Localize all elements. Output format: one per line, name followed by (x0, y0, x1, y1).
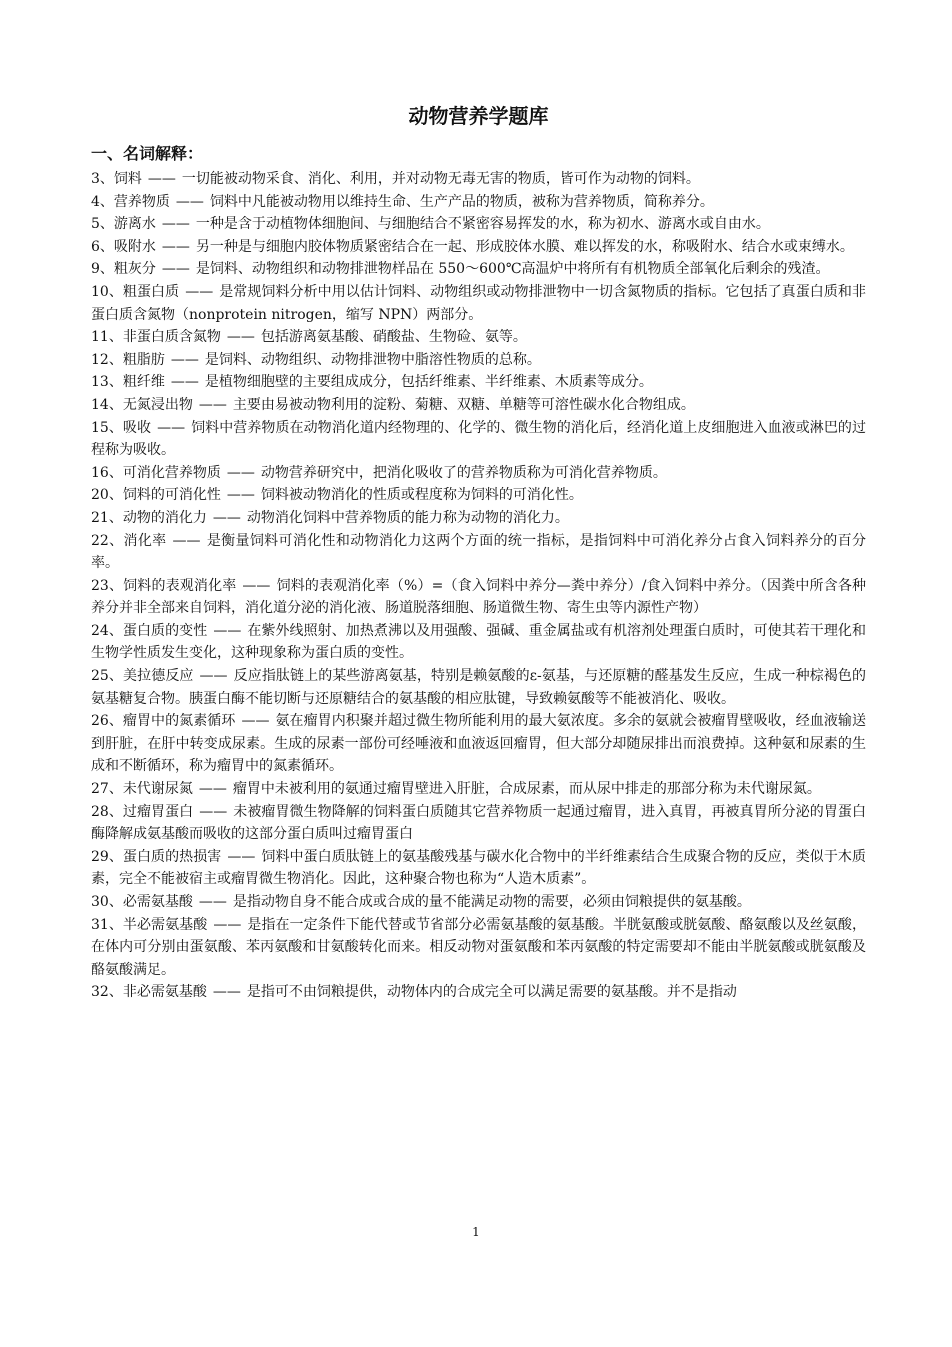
definition-term: 31、半必需氨基酸 (91, 916, 208, 933)
definition-text: 是植物细胞壁的主要组成成分，包括纤维素、半纤维素、木质素等成分。 (204, 374, 653, 391)
definition-entry (91, 801, 866, 846)
definition-text: 饲料中营养物质在动物消化道内经物理的、化学的、微生物的消化后，经消化道上皮细胞进入血液或淋巴的过程称为吸收。 (91, 419, 866, 459)
definition-dash: —— (212, 984, 241, 1001)
definition-text: 是饲料、动物组织、动物排泄物中脂溶性物质的总称。 (204, 351, 541, 368)
definition-dash: —— (213, 622, 242, 639)
definition-text: 是饲料、动物组织和动物排泄物样品在 550～600℃高温炉中将所有有机物质全部氧化后剩余的残渣。 (195, 261, 830, 278)
definition-entry (91, 417, 866, 462)
definition-entry (91, 394, 866, 417)
definition-term: 4、营养物质 (91, 193, 170, 210)
definition-text: 是指可不由饲粮提供，动物体内的合成完全可以满足需要的氨基酸。并不是指动 (246, 984, 737, 1001)
definition-text: 未被瘤胃微生物降解的饲料蛋白质随其它营养物质一起通过瘤胃，进入真胃，再被真胃所分泌的胃蛋白酶降解成氨基酸而吸收的这部分蛋白质叫过瘤胃蛋白 (91, 803, 866, 843)
definition-text: 动物营养研究中，把消化吸收了的营养物质称为可消化营养物质。 (260, 464, 667, 481)
definition-term: 13、粗纤维 (91, 374, 165, 391)
definition-dash: —— (226, 464, 255, 481)
definition-text: 是指在一定条件下能代替或节省部分必需氨基酸的氨基酸。半胱氨酸或胱氨酸、酪氨酸以及丝氨酸，在体内可分别由蛋氨酸、苯丙氨酸和甘氨酸转化而来。相反动物对蛋氨酸和苯丙氨酸的特定需要却不能由半胱氨酸或胱氨酸及酪氨酸满足。 (91, 916, 866, 978)
definition-entry (91, 191, 866, 214)
definition-dash: —— (161, 238, 190, 255)
definition-dash: —— (170, 351, 199, 368)
definition-entry (91, 530, 866, 575)
definition-term: 16、可消化营养物质 (91, 464, 221, 481)
definition-text: 是指动物自身不能合成或合成的量不能满足动物的需要，必须由饲粮提供的氨基酸。 (232, 894, 751, 910)
definition-text: 反应指肽链上的某些游离氨基，特别是赖氨酸的ε-氨基，与还原糖的醛基发生反应，生成一种棕褐色的氨基糖复合物。胰蛋白酶不能切断与还原糖结合的氨基酸的相应肽键，导致赖氨酸等不能被消化、吸收。 (91, 668, 866, 707)
definition-text: 一种是含于动植物体细胞间、与细胞结合不紧密容易挥发的水，称为初水、游离水或自由水。 (195, 216, 770, 233)
definition-entry (91, 665, 866, 710)
definition-text: 另一种是与细胞内胶体物质紧密结合在一起、形成胶体水膜、难以挥发的水，称吸附水、结合水或束缚水。 (195, 238, 854, 255)
definition-text: 在紫外线照射、加热煮沸以及用强酸、强碱、重金属盐或有机溶剂处理蛋白质时，可使其若干理化和生物学性质发生变化，这种现象称为蛋白质的变性。 (91, 622, 866, 662)
definition-dash: —— (199, 803, 228, 820)
definition-dash: —— (198, 396, 227, 413)
definition-term: 25、美拉德反应 (91, 668, 194, 685)
page-title: 动物营养学题库 (408, 104, 549, 128)
definition-dash: —— (199, 668, 228, 685)
definition-entry (91, 575, 866, 620)
definition-dash: —— (157, 419, 186, 436)
definition-term: 10、粗蛋白质 (91, 283, 180, 300)
definition-text: 主要由易被动物利用的淀粉、菊糖、双糖、单糖等可溶性碳水化合物组成。 (232, 396, 695, 413)
definition-term: 23、饲料的表观消化率 (91, 577, 237, 594)
definition-text: 是常规饲料分析中用以估计饲料、动物组织或动物排泄物中一切含氮物质的指标。它包括了真蛋白质和非蛋白质含氮物（nonprotein nitrogen，缩写 NPN）两部分。 (91, 283, 866, 323)
definition-text: 动物消化饲料中营养物质的能力称为动物的消化力。 (246, 509, 569, 526)
definition-text: 饲料中凡能被动物用以维持生命、生产产品的物质，被称为营养物质，简称养分。 (209, 193, 714, 210)
page-number: 1 (472, 1225, 480, 1239)
definition-dash: —— (226, 487, 255, 504)
definition-dash: —— (198, 894, 227, 910)
definition-entry (91, 462, 866, 485)
definition-term: 20、饲料的可消化性 (91, 487, 221, 504)
definition-entry (91, 213, 866, 236)
definition-dash: —— (198, 781, 227, 798)
definition-term: 3、饲料 (91, 171, 142, 187)
document-page (91, 102, 866, 1004)
definition-text: 瘤胃中未被利用的氨通过瘤胃壁进入肝脏，合成尿素，而从尿中排走的那部分称为未代谢尿氮。 (232, 781, 821, 798)
definition-entry (91, 914, 866, 982)
definition-dash: —— (212, 509, 241, 526)
definition-term: 6、吸附水 (91, 238, 156, 255)
section-heading: 一、名词解释： (91, 144, 204, 163)
definition-dash: —— (226, 329, 255, 346)
definition-entry (91, 349, 866, 372)
definition-entry (91, 981, 866, 1004)
definition-entry (91, 620, 866, 665)
definition-term: 30、必需氨基酸 (91, 894, 193, 910)
definition-entry (91, 371, 866, 394)
definition-term: 5、游离水 (91, 216, 156, 233)
definition-dash: —— (161, 261, 190, 278)
definition-dash: —— (241, 713, 270, 730)
definition-term: 11、非蛋白质含氮物 (91, 329, 221, 346)
definition-entry (91, 168, 866, 191)
definition-text: 饲料的表观消化率（%）=（食入饲料中养分—粪中养分）/食入饲料中养分。（因粪中所含各种养分并非全部来自饲料，消化道分泌的消化液、肠道脱落细胞、肠道微生物、寄生虫等内源性产物） (91, 577, 866, 617)
definition-term: 12、粗脂肪 (91, 351, 165, 368)
definition-term: 26、瘤胃中的氮素循环 (91, 713, 236, 730)
definition-term: 15、吸收 (91, 419, 152, 436)
definition-text: 是衡量饲料可消化性和动物消化力这两个方面的统一指标，是指饲料中可消化养分占食入饲料养分的百分率。 (91, 532, 866, 572)
definition-dash: —— (227, 848, 256, 865)
definition-text: 氨在瘤胃内积聚并超过微生物所能利用的最大氨浓度。多余的氨就会被瘤胃壁吸收，经血液输送到肝脏，在肝中转变成尿素。生成的尿素一部份可经唾液和血液返回瘤胃，但大部分却随尿排出而浪费掉。这种氨和尿素的生成和不断循环，称为瘤胃中的氮素循环。 (91, 713, 866, 775)
definition-dash: —— (161, 216, 190, 233)
definition-dash: —— (147, 171, 176, 187)
definition-term: 9、粗灰分 (91, 261, 156, 278)
definition-entry (91, 258, 866, 281)
definition-dash: —— (170, 374, 199, 391)
definition-entry (91, 891, 866, 914)
definition-entry (91, 778, 866, 801)
definition-entry (91, 484, 866, 507)
definition-dash: —— (175, 193, 204, 210)
definition-entry (91, 326, 866, 349)
definition-term: 24、蛋白质的变性 (91, 622, 208, 639)
definition-dash: —— (242, 577, 271, 594)
definition-dash: —— (213, 916, 242, 933)
definition-entry (91, 710, 866, 778)
definition-entry (91, 236, 866, 259)
definition-term: 21、动物的消化力 (91, 509, 207, 526)
definition-term: 28、过瘤胃蛋白 (91, 803, 194, 820)
definition-term: 14、无氮浸出物 (91, 396, 193, 413)
definition-text: 饲料中蛋白质肽链上的氨基酸残基与碳水化合物中的半纤维素结合生成聚合物的反应，类似于木质素，完全不能被宿主或瘤胃微生物消化。因此，这种聚合物也称为“人造木质素”。 (91, 848, 866, 888)
definition-term: 32、非必需氨基酸 (91, 984, 207, 1001)
definition-entry (91, 846, 866, 891)
definition-dash: —— (185, 283, 214, 300)
definition-term: 22、消化率 (91, 532, 167, 549)
definition-dash: —— (172, 532, 201, 549)
entry-list (91, 168, 866, 1004)
definition-text: 饲料被动物消化的性质或程度称为饲料的可消化性。 (260, 487, 583, 504)
definition-entry (91, 507, 866, 530)
definition-entry (91, 281, 866, 326)
definition-term: 27、未代谢尿氮 (91, 781, 193, 798)
definition-text: 一切能被动物采食、消化、利用，并对动物无毒无害的物质，皆可作为动物的饲料。 (181, 171, 700, 187)
definition-text: 包括游离氨基酸、硝酸盐、生物硷、氨等。 (260, 329, 527, 346)
definition-term: 29、蛋白质的热损害 (91, 848, 222, 865)
